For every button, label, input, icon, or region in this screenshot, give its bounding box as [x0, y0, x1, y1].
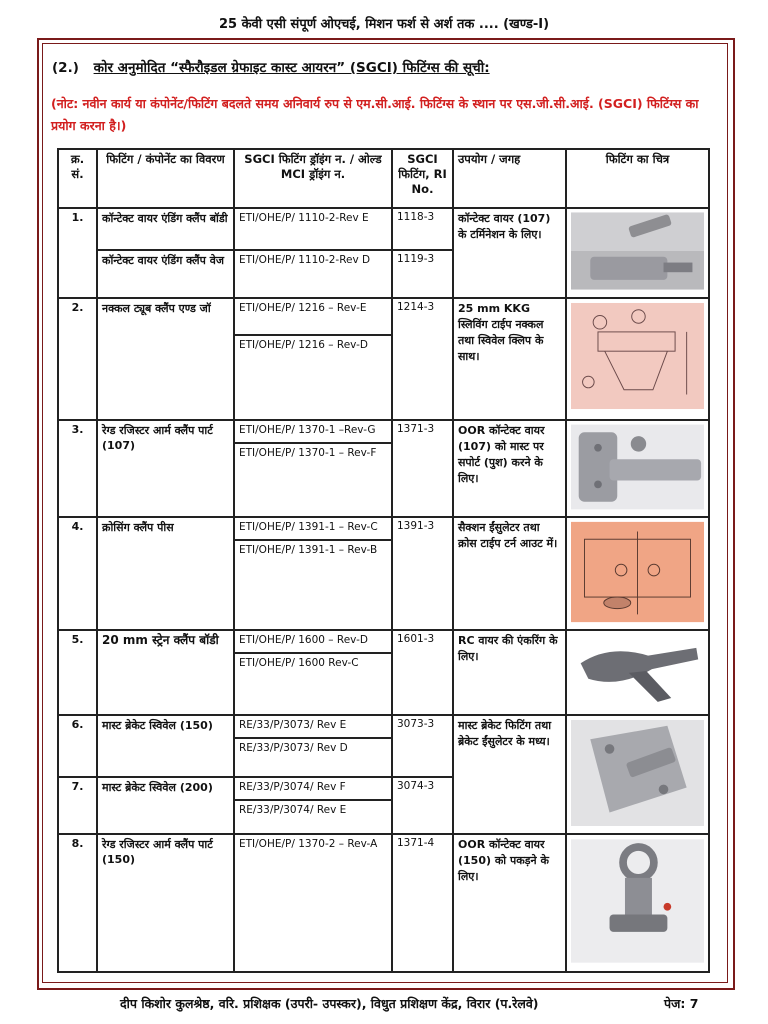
register-arm-clamp-photo: [571, 423, 704, 511]
usage-text: RC वायर की एंकरिंग के लिए।: [453, 630, 566, 715]
drawing-number: ETI/OHE/P/ 1110-2-Rev D: [234, 250, 392, 298]
row-number: 6.: [58, 715, 97, 777]
mast-bracket-swivel-photo: [571, 718, 704, 828]
row-number: 1.: [58, 208, 97, 298]
drawing-cell: [234, 420, 392, 517]
usage-text: OOR कॉन्टेक्ट वायर (107) को मास्ट पर सपोर्ट (पुश) करने के लिए।: [453, 420, 566, 517]
ri-number: 3073-3: [392, 715, 453, 777]
drawing-number: ETI/OHE/P/ 1600 – Rev-D: [239, 634, 368, 646]
drawing-number: RE/33/P/3073/ Rev E: [239, 719, 347, 731]
drawing-number: ETI/OHE/P/ 1391-1 – Rev-C: [239, 521, 378, 533]
header-ri: SGCI फिटिंग, RI No.: [392, 149, 453, 208]
row-number: 7.: [58, 777, 97, 834]
note-text: (नोट: नवीन कार्य या कंपोनेंट/फिटिंग बदलते समय अनिवार्य रुप से एम.सी.आई. फिटिंग्स के स्थान पर एस.जी.सी.आई. (SGCI) फिटिंग्स का प्रयोग करना है।): [51, 96, 699, 133]
fitting-image-cell: [566, 834, 709, 972]
usage-text: OOR कॉन्टेक्ट वायर (150) को पकड़ने के लिए।: [453, 834, 566, 972]
fitting-name: क्रोसिंग क्लैंप पीस: [97, 517, 234, 630]
knuckle-clamp-drawing: [571, 301, 704, 411]
table-row: [58, 517, 709, 630]
usage-text: सैक्शन ईंसुलेटर तथा क्रोस टाईप टर्न आउट में।: [453, 517, 566, 630]
drawing-cell: [234, 630, 392, 715]
ri-number: 1371-3: [392, 420, 453, 517]
table-row: [58, 715, 709, 777]
ri-number: 1118-3: [392, 208, 453, 250]
row-number: 5.: [58, 630, 97, 715]
ri-number: 1601-3: [392, 630, 453, 715]
fitting-name: नक्कल ट्यूब क्लैंप एण्ड जॉ: [97, 298, 234, 420]
page-number: पेज: 7: [664, 996, 699, 1011]
fitting-image-cell: [566, 517, 709, 630]
table-row: [58, 298, 709, 420]
header-image: फिटिंग का चित्र: [566, 149, 709, 208]
drawing-number: ETI/OHE/P/ 1110-2-Rev E: [234, 208, 392, 250]
old-drawing-number: ETI/OHE/P/ 1391-1 – Rev-B: [235, 539, 391, 558]
old-drawing-number: ETI/OHE/P/ 1600 Rev-C: [235, 652, 391, 671]
ri-number: 1391-3: [392, 517, 453, 630]
header-drawing: SGCI फिटिंग ड्रॉइंग न. / ओल्ड MCI ड्रॉइंग न.: [234, 149, 392, 208]
fitting-name: 20 mm स्ट्रेन क्लैंप बॉडी: [97, 630, 234, 715]
usage-text: 25 mm KKG स्लिविंग टाईप नक्कल तथा स्विवेल क्लिप के साथ।: [453, 298, 566, 420]
ri-number: 1119-3: [392, 250, 453, 298]
fitting-image-cell: [566, 630, 709, 715]
old-drawing-number: RE/33/P/3074/ Rev E: [235, 799, 391, 818]
fitting-name: रेग्ड रजिस्टर आर्म क्लैंप पार्ट (150): [97, 834, 234, 972]
strain-clamp-photo: [571, 633, 704, 709]
fitting-image-cell: [566, 715, 709, 834]
old-drawing-number: ETI/OHE/P/ 1216 – Rev-D: [235, 334, 391, 353]
drawing-cell: [234, 777, 392, 834]
drawing-cell: [234, 517, 392, 630]
document-header: 25 केवी एसी संपूर्ण ओएचई, मिशन फर्श से अर्श तक .... (खण्ड-I): [218, 17, 550, 32]
footer-author: दीप किशोर कुलश्रेष्ठ, वरि. प्रशिक्षक (उपरी- उपस्कर), विधुत प्रशिक्षण केंद्र, विरार (प.रेलवे): [120, 996, 539, 1011]
table-row: [58, 834, 709, 972]
table-row: [58, 630, 709, 715]
old-drawing-number: ETI/OHE/P/ 1370-1 – Rev-F: [235, 442, 391, 461]
drawing-number: ETI/OHE/P/ 1216 – Rev-E: [239, 302, 367, 314]
drawing-number: RE/33/P/3074/ Rev F: [239, 780, 346, 793]
header-no: क्र. सं.: [58, 149, 97, 208]
row-number: 2.: [58, 298, 97, 420]
ri-number: 3074-3: [392, 777, 453, 834]
drawing-cell: [234, 298, 392, 420]
section-title: [52, 58, 490, 76]
row-number: 8.: [58, 834, 97, 972]
usage-text: कॉन्टेक्ट वायर (107) के टर्मिनेशन के लिए।: [453, 208, 566, 298]
crossing-clamp-drawing: [571, 520, 704, 624]
table-row: [58, 208, 709, 250]
fitting-name: मास्ट ब्रेकेट स्विवेल (200): [97, 777, 234, 834]
fitting-name: कॉन्टेक्ट वायर एंडिंग क्लैंप बॉडी: [97, 208, 234, 250]
fittings-table: [57, 148, 710, 973]
row-number: 4.: [58, 517, 97, 630]
fitting-image-cell: [566, 420, 709, 517]
fitting-name: रेग्ड रजिस्टर आर्म क्लैंप पार्ट (107): [97, 420, 234, 517]
register-arm-clamp-150-photo: [571, 837, 704, 965]
usage-text: मास्ट ब्रेकेट फिटिंग तथा ब्रेकेट ईंसुलेटर के मध्य।: [453, 715, 566, 834]
fitting-name: मास्ट ब्रेकेट स्विवेल (150): [97, 715, 234, 777]
section-number: (2.): [52, 60, 79, 76]
fitting-name: कॉन्टेक्ट वायर एंडिंग क्लैंप वेज: [97, 250, 234, 298]
row-number: 3.: [58, 420, 97, 517]
header-use: उपयोग / जगह: [453, 149, 566, 208]
table-row: [58, 420, 709, 517]
drawing-cell: [234, 715, 392, 777]
contact-wire-ending-clamp-photo: [571, 211, 704, 291]
old-drawing-number: RE/33/P/3073/ Rev D: [235, 737, 391, 756]
drawing-number: ETI/OHE/P/ 1370-2 – Rev-A: [234, 834, 392, 972]
ri-number: 1214-3: [392, 298, 453, 420]
fitting-image-cell: [566, 298, 709, 420]
header-name: फिटिंग / कंपोनेंट का विवरण: [97, 149, 234, 208]
fitting-image-cell: [566, 208, 709, 298]
section-heading: कोर अनुमोदित “स्फैरौइडल ग्रेफाइट कास्ट आयरन” (SGCI) फिटिंग्स की सूची:: [93, 60, 490, 76]
ri-number: 1371-4: [392, 834, 453, 972]
drawing-number: ETI/OHE/P/ 1370-1 –Rev-G: [239, 424, 376, 436]
